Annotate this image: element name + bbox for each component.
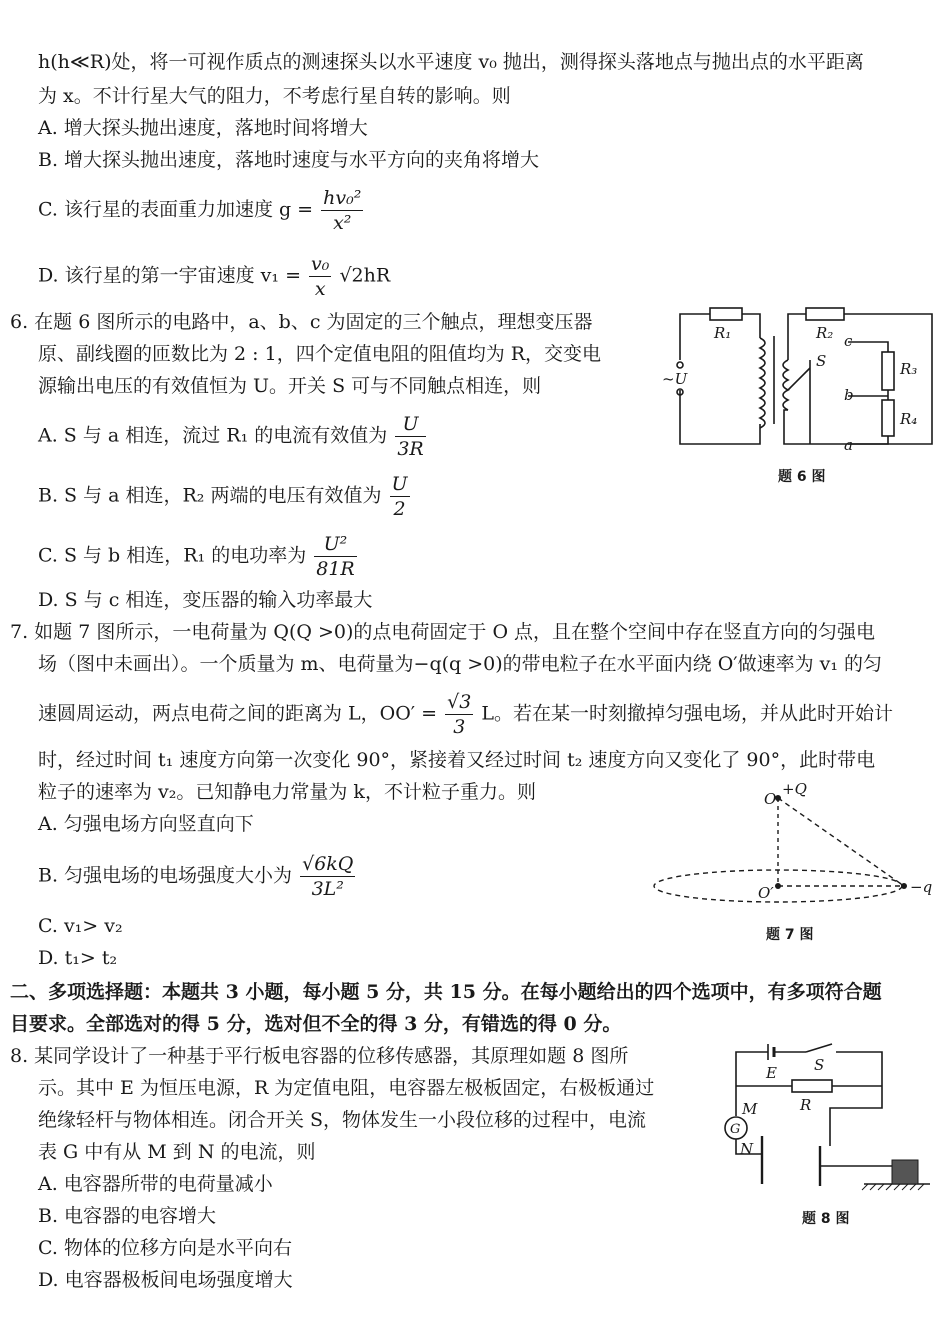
q6-stem-line1: 6. 在题 6 图所示的电路中，a、b、c 为固定的三个触点，理想变压器 — [10, 311, 593, 333]
q7-stem-line1: 7. 如题 7 图所示，一电荷量为 Q(Q >0)的点电荷固定于 O 点，且在整个空间中存在竖直方向的匀强电 — [10, 621, 876, 643]
q5-option-c — [38, 186, 365, 235]
q5-option-d-text: D. 该行星的第一宇宙速度 v₁ = — [38, 264, 301, 287]
section-2-heading-line1: 二、多项选择题：本题共 3 小题，每小题 5 分，共 15 分。在每小题给出的四个选项中，有多项符合题 — [10, 981, 882, 1003]
resistor-r2 — [806, 308, 844, 320]
q5-option-c-text: C. 该行星的表面重力加速度 g = — [38, 198, 314, 221]
q5-option-d-root: √2hR — [339, 264, 391, 287]
q7-stem-line3 — [38, 690, 893, 739]
fraction-numerator: v₀ — [311, 253, 330, 275]
label-g: G — [730, 1122, 741, 1137]
figure-8-caption: 题 8 图 — [802, 1211, 850, 1227]
label-contact-b: b — [844, 386, 854, 404]
q5-option-c-fraction — [321, 186, 363, 235]
q6-option-b-fraction — [390, 472, 410, 521]
q7-option-c: C. v₁> v₂ — [38, 915, 123, 937]
fraction-numerator: hv₀² — [323, 187, 362, 209]
q7-option-b — [38, 852, 357, 901]
figure-7-diagram — [650, 780, 940, 910]
label-plus-q: +Q — [782, 780, 807, 798]
label-r2: R₂ — [816, 324, 834, 342]
q6-option-b-text: B. S 与 a 相连，R₂ 两端的电压有效值为 — [38, 484, 382, 507]
q7-stem-line5: 粒子的速率为 v₂。已知静电力常量为 k，不计粒子重力。则 — [38, 781, 536, 803]
label-r4: R₄ — [900, 410, 918, 428]
q8-stem-line2: 示。其中 E 为恒压电源，R 为定值电阻，电容器左极板固定，右极板通过 — [38, 1077, 655, 1099]
label-o-prime: O′ — [758, 884, 774, 902]
figure-6-circuit — [660, 300, 940, 460]
label-r: R — [800, 1096, 812, 1114]
q7-option-b-text: B. 匀强电场的电场强度大小为 — [38, 864, 293, 887]
label-switch: S — [816, 352, 827, 370]
figure-7-caption: 题 7 图 — [766, 927, 814, 943]
resistor-r4 — [882, 400, 894, 436]
figure-8-circuit — [716, 1036, 936, 1196]
q5-option-d-fraction — [309, 252, 331, 301]
q5-stem-line2: 为 x。不计行星大气的阻力，不考虑行星自转的影响。则 — [38, 85, 511, 107]
q7-stem-line4: 时，经过时间 t₁ 速度方向第一次变化 90°，紧接着又经过时间 t₂ 速度方向又变化了 90°，此时带电 — [38, 749, 876, 771]
q6-option-b — [38, 472, 412, 521]
object-block — [892, 1160, 918, 1184]
fraction-numerator: U² — [314, 532, 356, 557]
q6-option-c-fraction — [314, 532, 356, 581]
q6-option-c — [38, 532, 359, 581]
label-r3: R₃ — [900, 360, 918, 378]
q5-option-d — [38, 252, 390, 301]
q8-option-d: D. 电容器极板间电场强度增大 — [38, 1269, 293, 1291]
fraction-denominator: 2 — [393, 498, 406, 520]
fraction-denominator: 81R — [316, 558, 355, 580]
q5-option-b: B. 增大探头抛出速度，落地时速度与水平方向的夹角将增大 — [38, 149, 540, 171]
label-s: S — [814, 1056, 825, 1074]
label-o: O — [764, 790, 777, 808]
q7-stem-line2: 场（图中未画出）。一个质量为 m、电荷量为−q(q >0)的带电粒子在水平面内绕 O′做速率为 v₁ 的匀 — [38, 653, 883, 675]
resistor-r — [792, 1080, 832, 1092]
q7-option-a: A. 匀强电场方向竖直向下 — [38, 813, 254, 835]
fraction-denominator: 3 — [453, 716, 466, 738]
fraction-numerator: U — [391, 473, 408, 495]
q8-option-a: A. 电容器所带的电荷量减小 — [38, 1173, 273, 1195]
section-2-heading-line2: 目要求。全部选对的得 5 分，选对但不全的得 3 分，有错选的得 0 分。 — [10, 1013, 622, 1035]
q8-stem-line4: 表 G 中有从 M 到 N 的电流，则 — [38, 1141, 316, 1163]
fraction-numerator: √6kQ — [302, 853, 354, 875]
label-source: ~U — [662, 370, 688, 388]
q6-stem-line3: 源输出电压的有效值恒为 U。开关 S 可与不同触点相连，则 — [38, 375, 542, 397]
fraction-numerator: √3 — [447, 691, 472, 713]
label-contact-a: a — [844, 436, 853, 454]
fraction-numerator: U — [395, 412, 425, 437]
q6-option-c-text: C. S 与 b 相连，R₁ 的电功率为 — [38, 544, 307, 567]
q7-line3-suffix: L。若在某一时刻撤掉匀强电场，并从此时开始计 — [481, 702, 894, 725]
label-m: M — [742, 1100, 758, 1118]
q7-oo-fraction — [445, 690, 473, 739]
q6-stem-line2: 原、副线圈的匝数比为 2 : 1，四个定值电阻的阻值均为 R，交变电 — [38, 343, 602, 365]
q5-option-a: A. 增大探头抛出速度，落地时间将增大 — [38, 117, 368, 139]
q8-stem-line3: 绝缘轻杆与物体相连。闭合开关 S，物体发生一小段位移的过程中，电流 — [38, 1109, 647, 1131]
q6-option-a-text: A. S 与 a 相连，流过 R₁ 的电流有效值为 — [38, 424, 388, 447]
fraction-denominator: x — [314, 278, 326, 300]
q7-option-d: D. t₁> t₂ — [38, 947, 118, 969]
label-minus-q: −q — [910, 878, 933, 896]
q7-line3-text: 速圆周运动，两点电荷之间的距离为 L，OO′ = — [38, 702, 438, 725]
fraction-denominator: 3L² — [311, 878, 344, 900]
q6-option-a-fraction — [395, 412, 425, 461]
label-e: E — [766, 1064, 777, 1082]
label-contact-c: c — [844, 332, 853, 350]
q5-stem-line1: h(h≪R)处，将一可视作质点的测速探头以水平速度 v₀ 抛出，测得探头落地点与抛出点的水平距离 — [38, 51, 864, 73]
q6-option-d: D. S 与 c 相连，变压器的输入功率最大 — [38, 589, 373, 611]
fraction-denominator: x² — [333, 212, 352, 234]
q8-option-c: C. 物体的位移方向是水平向右 — [38, 1237, 292, 1259]
q8-stem-line1: 8. 某同学设计了一种基于平行板电容器的位移传感器，其原理如题 8 图所 — [10, 1045, 629, 1067]
resistor-r1 — [710, 308, 742, 320]
fraction-denominator: 3R — [397, 438, 424, 460]
q8-option-b: B. 电容器的电容增大 — [38, 1205, 217, 1227]
resistor-r3 — [882, 352, 894, 390]
q7-option-b-fraction — [300, 852, 355, 901]
figure-6-caption: 题 6 图 — [778, 469, 826, 485]
label-n: N — [740, 1140, 754, 1158]
label-r1: R₁ — [714, 324, 732, 342]
q6-option-a — [38, 412, 428, 461]
